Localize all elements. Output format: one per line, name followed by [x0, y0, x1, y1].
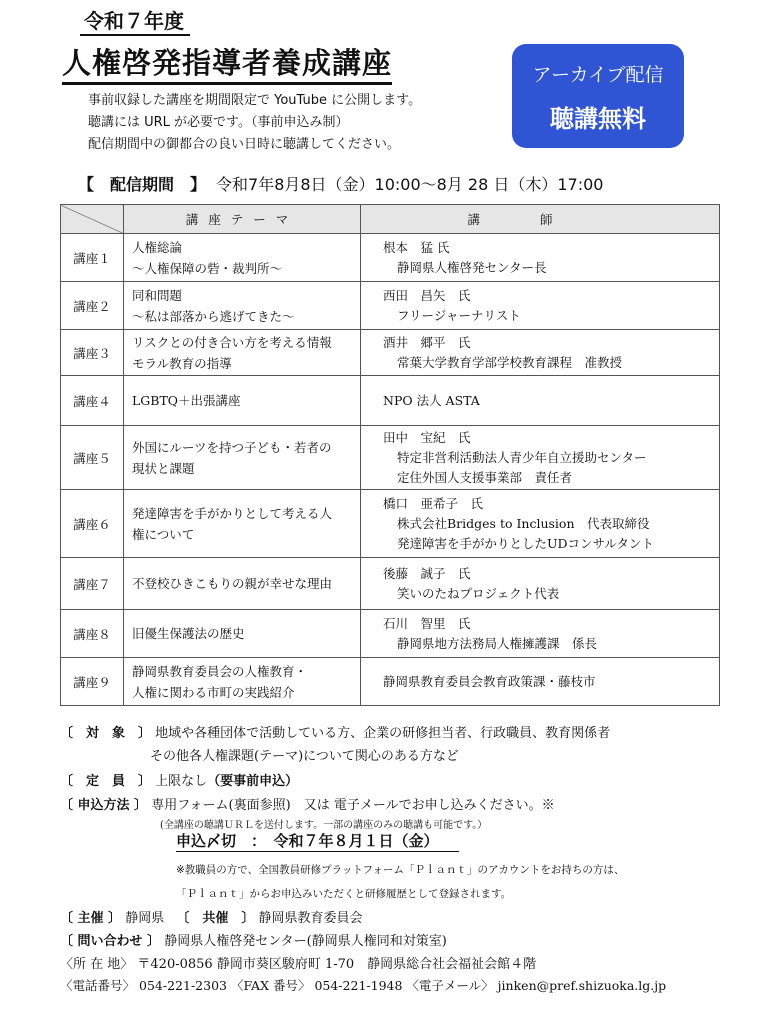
lecture-theme — [124, 610, 361, 658]
lecture-theme — [124, 426, 361, 490]
intro-line: 配信期間中の御都合の良い日時に聴講してください。 — [88, 137, 401, 152]
target-value: 地域や各種団体で活動している方、企業の研修担当者、行政職員、教育関係者 — [155, 726, 611, 741]
lecture-lecturer — [361, 376, 720, 426]
lecture-lecturer — [361, 610, 720, 658]
co-organizer-label: 〔 共催 〕 — [176, 911, 255, 926]
lecture-theme — [124, 658, 361, 706]
table-row — [61, 658, 720, 706]
email-value[interactable]: jinken@pref.shizuoka.lg.jp — [497, 978, 667, 993]
apply-label: 〔 申込方法 〕 — [60, 798, 148, 813]
lecture-lecturer — [361, 658, 720, 706]
lecture-table — [60, 204, 720, 706]
fax-value: 054-221-1948 — [314, 978, 403, 993]
lecture-lecturer — [361, 282, 720, 330]
page-title: 人権啓発指導者養成講座 — [62, 44, 392, 85]
theme-line: 同和問題 — [132, 287, 183, 303]
table-row — [61, 330, 720, 376]
lecture-number: 講座８ — [61, 610, 124, 658]
lecture-number: 講座２ — [61, 282, 124, 330]
theme-line: 人権総論 — [132, 239, 183, 255]
header-corner-cell — [61, 205, 124, 234]
address-line — [60, 953, 536, 972]
theme-line: 人権に関わる市町の実践紹介 — [132, 684, 295, 700]
lecture-theme — [124, 490, 361, 558]
organizer-label: 〔 主催 〕 — [60, 911, 122, 926]
table-header-row — [61, 205, 720, 234]
lecturer-affiliation: 発達障害を手がかりとしたUDコンサルタント — [397, 535, 654, 551]
theme-line: 発達障害を手がかりとして考える人 — [132, 505, 333, 521]
phone-line — [60, 976, 666, 994]
address-value: 〒420-0856 静岡市葵区駿府町 1-70 静岡県総合社会福祉会館４階 — [137, 957, 537, 972]
lecture-lecturer — [361, 426, 720, 490]
plant-note-line: 「Ｐｌａｎｔ」からお申込みいただくと研修履歴として登録されます。 — [176, 888, 512, 900]
theme-line: ～私は部落から逃げてきた～ — [132, 308, 295, 324]
lecture-theme — [124, 282, 361, 330]
lecture-theme — [124, 330, 361, 376]
table-row — [61, 282, 720, 330]
table-row — [61, 558, 720, 610]
apply-note: (全講座の聴講ＵＲＬを送付します。一部の講座のみの聴講も可能です。） — [160, 820, 488, 831]
delivery-period — [78, 172, 604, 195]
table-row — [61, 490, 720, 558]
target-line-2: その他各人権課題(テーマ)について関心のある方など — [150, 749, 459, 764]
application-deadline: 申込〆切 ： 令和７年８月１日（金） — [176, 830, 459, 852]
lecturer-name: 石川 智里 氏 — [383, 615, 471, 631]
intro-line: 事前収録した講座を期間限定で YouTube に公開します。 — [88, 93, 422, 108]
header-lecturer: 講師 — [361, 205, 720, 234]
lecture-lecturer — [361, 558, 720, 610]
table-row — [61, 234, 720, 282]
lecturer-name: 西田 昌矢 氏 — [383, 287, 471, 303]
phone-value: 054-221-2303 — [139, 978, 227, 993]
theme-line: ～人権保障の砦・裁判所～ — [132, 260, 283, 276]
intro-line: 聴講には URL が必要です。（事前申込み制） — [88, 115, 349, 130]
archive-badge — [512, 44, 684, 148]
theme-line: リスクとの付き合い方を考える情報 — [132, 334, 332, 350]
badge-line-free: 聴講無料 — [550, 105, 646, 133]
organizer-line — [60, 907, 363, 926]
co-organizer-value: 静岡県教育委員会 — [258, 911, 363, 926]
apply-value: 専用フォーム(裏面参照) 又は 電子メールでお申し込みください。※ — [151, 798, 555, 813]
lecturer-affiliation: 静岡県人権啓発センター長 — [397, 259, 547, 275]
table-row — [61, 426, 720, 490]
theme-line: 権について — [132, 526, 195, 542]
email-label: 〈電子メール〉 — [406, 978, 494, 993]
lecture-lecturer — [361, 234, 720, 282]
lecture-lecturer — [361, 490, 720, 558]
badge-line-archive: アーカイブ配信 — [532, 64, 664, 86]
period-label: 【 配信期間 】 — [78, 175, 207, 194]
address-label: 〈所 在 地〉 — [60, 957, 134, 972]
lecture-number: 講座６ — [61, 490, 124, 558]
lecturer-affiliation: 静岡県地方法務局人権擁護課 係長 — [397, 635, 598, 651]
lecturer-name: NPO 法人 ASTA — [383, 392, 480, 408]
lecturer-affiliation: 株式会社Bridges to Inclusion 代表取締役 — [397, 515, 650, 531]
lecturer-name: 橋口 亜希子 氏 — [383, 495, 484, 511]
target-label: 〔 対 象 〕 — [60, 726, 152, 741]
apply-line — [60, 794, 555, 813]
target-line-1 — [60, 722, 610, 741]
lecture-number: 講座１ — [61, 234, 124, 282]
lecture-theme — [124, 376, 361, 426]
capacity-value: 上限なし — [155, 774, 208, 789]
theme-line: LGBTQ＋出張講座 — [132, 393, 241, 408]
theme-line: 旧優生保護法の歴史 — [132, 626, 245, 641]
lecture-theme — [124, 558, 361, 610]
lecture-number: 講座３ — [61, 330, 124, 376]
capacity-line — [60, 770, 298, 789]
capacity-note: （要事前申込） — [207, 774, 299, 789]
phone-label: 〈電話番号〉 — [60, 978, 136, 993]
lecturer-name: 静岡県教育委員会教育政策課・藤枝市 — [383, 673, 596, 689]
lecture-number: 講座７ — [61, 558, 124, 610]
lecturer-name: 田中 宝紀 氏 — [383, 429, 471, 445]
lecturer-name: 根本 猛 氏 — [383, 239, 450, 255]
lecturer-affiliation: 常葉大学教育学部学校教育課程 准教授 — [397, 354, 623, 370]
lecturer-affiliation: 定住外国人支援事業部 責任者 — [397, 469, 573, 485]
lecture-lecturer — [361, 330, 720, 376]
lecture-number: 講座９ — [61, 658, 124, 706]
fax-label: 〈FAX 番号〉 — [230, 978, 311, 993]
intro-text — [88, 90, 421, 156]
lecturer-affiliation: 特定非営利活動法人青少年自立援助センター — [397, 449, 647, 465]
theme-line: 現状と課題 — [132, 460, 195, 476]
lecturer-name: 後藤 誠子 氏 — [383, 565, 471, 581]
table-row — [61, 376, 720, 426]
lecture-number: 講座４ — [61, 376, 124, 426]
theme-line: 不登校ひきこもりの親が幸せな理由 — [132, 576, 333, 591]
plant-note-line: ※教職員の方で、全国教員研修プラットフォーム「Ｐｌａｎｔ」のアカウントをお持ちの方は、 — [176, 864, 625, 876]
period-value: 令和7年8月8日（金）10:00～8月 28 日（木）17:00 — [216, 175, 604, 194]
theme-line: 外国にルーツを持つ子ども・若者の — [132, 439, 332, 455]
contact-line — [60, 930, 447, 949]
capacity-label: 〔 定 員 〕 — [60, 774, 152, 789]
contact-value: 静岡県人権啓発センター(静岡県人権同和対策室) — [164, 934, 447, 949]
theme-line: 静岡県教育委員会の人権教育・ — [132, 663, 308, 679]
lecturer-name: 酒井 郷平 氏 — [383, 334, 471, 350]
header-theme: 講座テーマ — [124, 205, 361, 234]
organizer-value: 静岡県 — [125, 911, 165, 926]
table-row — [61, 610, 720, 658]
lecture-number: 講座５ — [61, 426, 124, 490]
contact-label: 〔 問い合わせ 〕 — [60, 934, 161, 949]
theme-line: モラル教育の指導 — [132, 355, 232, 371]
lecturer-affiliation: 笑いのたねプロジェクト代表 — [397, 585, 560, 601]
year-label: 令和７年度 — [80, 8, 190, 36]
lecture-theme — [124, 234, 361, 282]
lecturer-affiliation: フリージャーナリスト — [397, 307, 521, 323]
